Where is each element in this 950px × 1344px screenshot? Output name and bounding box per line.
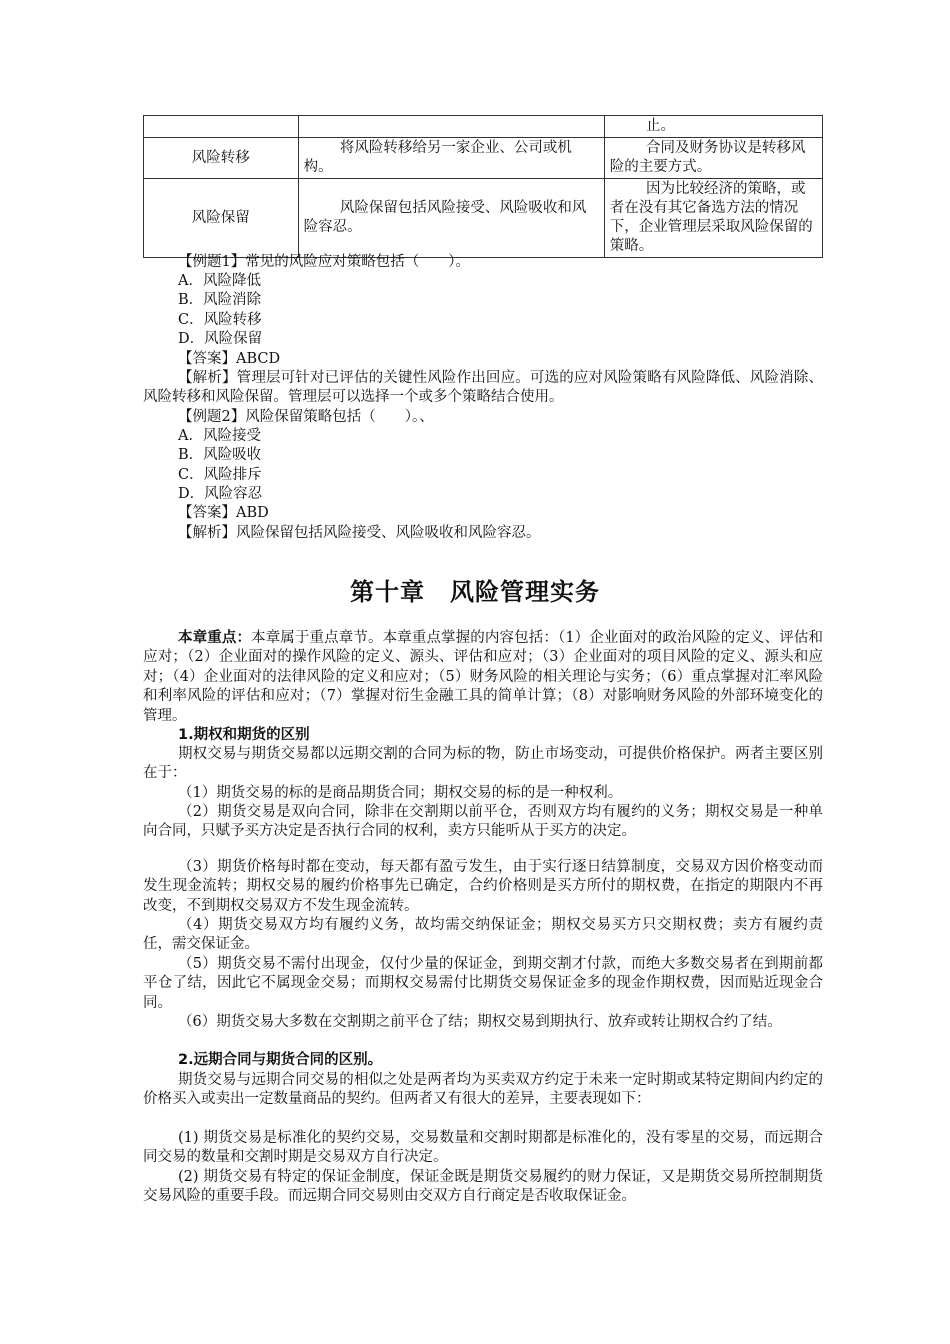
table-cell-text: 合同及财务协议是转移风险的主要方式。 bbox=[609, 140, 806, 175]
section1-point-3: （3）期货价格每时都在变动，每天都有盈亏发生，由于实行逐日结算制度，交易双方因价格变动而发生现金流转；期权交易的履约价格事先已确定，合约价格则是买方所付的期权费，在指定的期限内不再改变，不到期权交易双方不发生现金流转。 bbox=[143, 859, 823, 914]
example2-answer: 【答案】ABD bbox=[178, 505, 269, 521]
table-cell-text: 将风险转移给另一家企业、公司或机构。 bbox=[303, 140, 572, 175]
chapter-title: 第十章 风险管理实务 bbox=[350, 578, 600, 606]
example1-question: 【例题1】常见的风险应对策略包括（ ）。 bbox=[178, 254, 470, 270]
example1-option-c: C．风险转移 bbox=[178, 312, 262, 328]
table-row bbox=[144, 116, 823, 138]
table-cell: 风险转移 bbox=[144, 138, 299, 179]
example1-analysis: 【解析】管理层可针对已评估的关键性风险作出回应。可选的应对风险策略有风险降低、风险消除、风险转移和风险保留。管理层可以选择一个或多个策略结合使用。 bbox=[143, 370, 823, 406]
section1-point-1: （1）期货交易的标的是商品期货合同；期权交易的标的是一种权利。 bbox=[178, 785, 623, 801]
example1-option-b: B．风险消除 bbox=[178, 292, 262, 308]
example2-analysis: 【解析】风险保留包括风险接受、风险吸收和风险容忍。 bbox=[178, 525, 541, 541]
table-row bbox=[144, 138, 823, 179]
table-cell bbox=[298, 116, 604, 138]
section1-intro: 期权交易与期货交易都以远期交割的合同为标的物，防止市场变动，可提供价格保护。两者主要区别在于： bbox=[143, 746, 823, 782]
chapter-focus-label: 本章重点： bbox=[178, 630, 252, 646]
section1-point-4: （4）期货交易双方均有履约义务，故均需交纳保证金；期权交易买方只交期权费；卖方有履约责任，需交保证金。 bbox=[143, 917, 823, 953]
risk-strategy-table bbox=[143, 115, 823, 258]
table-cell-text: 止。 bbox=[646, 118, 675, 134]
table-cell bbox=[298, 138, 604, 179]
table-cell bbox=[144, 116, 299, 138]
section1-point-2: （2）期货交易是双向合同，除非在交割期以前平仓，否则双方均有履约的义务；期权交易是一种单向合同，只赋予买方决定是否执行合同的权利，卖方只能听从于买方的决定。 bbox=[143, 804, 823, 840]
example2-option-c: C．风险排斥 bbox=[178, 467, 262, 483]
section2-point-1: (1) 期货交易是标准化的契约交易，交易数量和交割时期都是标准化的，没有零星的交易，而远期合同交易的数量和交割时期是交易双方自行决定。 bbox=[143, 1130, 823, 1166]
table-cell bbox=[604, 116, 822, 138]
section1-point-5: （5）期货交易不需付出现金，仅付少量的保证金，到期交割才付款，而绝大多数交易者在到期前都平仓了结，因此它不属现金交易；而期权交易需付比期货交易保证金多的现金作期权费，因而贴近现金合同。 bbox=[143, 956, 823, 1011]
section2-point-2: (2) 期货交易有特定的保证金制度，保证金既是期货交易履约的财力保证，又是期货交易所控制期货交易风险的重要手段。而远期合同交易则由交双方自行商定是否收取保证金。 bbox=[143, 1169, 823, 1205]
example1-answer: 【答案】ABCD bbox=[178, 351, 281, 367]
table-cell bbox=[298, 179, 604, 258]
table-row bbox=[144, 179, 823, 258]
table-cell-text: 风险保留包括风险接受、风险吸收和风险容忍。 bbox=[303, 200, 587, 235]
section1-point-6: （6）期货交易大多数在交割期之前平仓了结；期权交易到期执行、放弃或转让期权合约了结。 bbox=[178, 1014, 782, 1030]
example1-option-a: A．风险降低 bbox=[178, 273, 261, 289]
table-cell bbox=[604, 138, 822, 179]
section1-heading: 1.期权和期货的区别 bbox=[178, 727, 310, 743]
table-cell bbox=[604, 179, 822, 258]
table-cell: 风险保留 bbox=[144, 179, 299, 258]
chapter-focus-text: 本章属于重点章节。本章重点掌握的内容包括：（1）企业面对的政治风险的定义、评估和应对；（2）企业面对的操作风险的定义、源头、评估和应对；（3）企业面对的项目风险的定义、源头和应对；（4）企业面对的法律风险的定义和应对；（5）财务风险的相关理论与实务；（6）重点掌握对汇率风险和利率风险的评估和应对；（7）掌握对衍生金融工具的简单计算；（8）对影响财务风险的外部环境变化的管理。 bbox=[143, 630, 823, 724]
section2-heading: 2.远期合同与期货合同的区别。 bbox=[178, 1052, 383, 1068]
example1-option-d: D．风险保留 bbox=[178, 331, 263, 347]
example2-option-b: B．风险吸收 bbox=[178, 447, 262, 463]
chapter-focus bbox=[143, 629, 823, 726]
table-cell-text: 因为比较经济的策略，或者在没有其它备选方法的情况下，企业管理层采取风险保留的策略。 bbox=[609, 181, 813, 254]
example2-question: 【例题2】风险保留策略包括（ ）。、 bbox=[178, 409, 434, 425]
example2-option-a: A．风险接受 bbox=[178, 428, 261, 444]
section2-intro: 期货交易与远期合同交易的相似之处是两者均为买卖双方约定于未来一定时期或某特定期间内约定的价格买入或卖出一定数量商品的契约。但两者又有很大的差异，主要表现如下： bbox=[143, 1072, 823, 1108]
example2-option-d: D．风险容忍 bbox=[178, 486, 263, 502]
